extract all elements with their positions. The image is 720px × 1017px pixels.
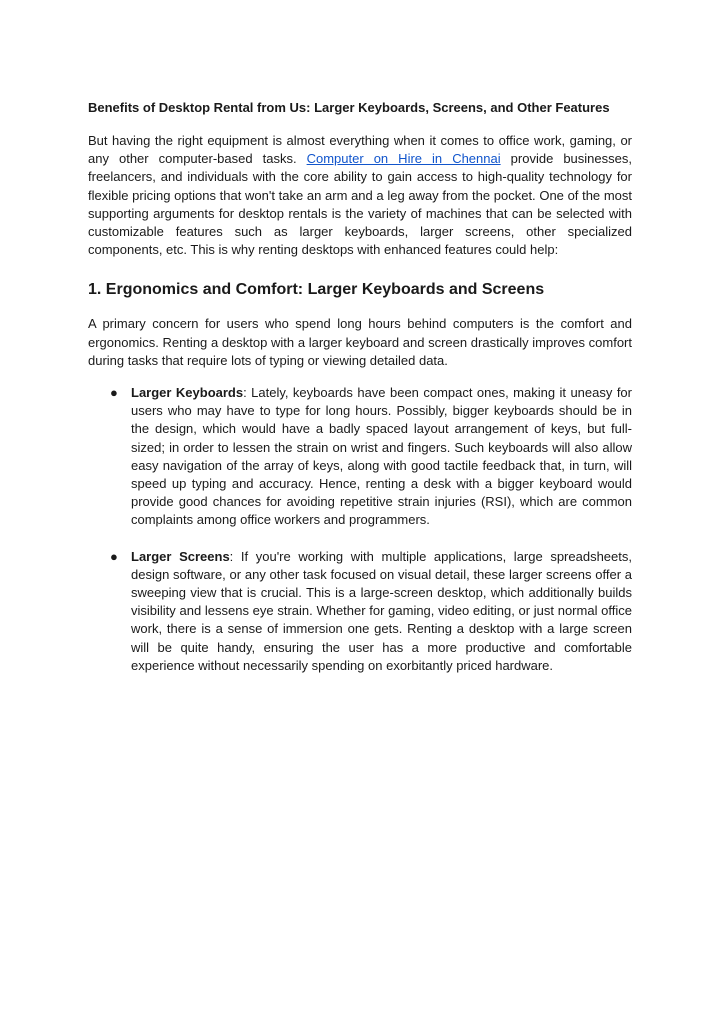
section-heading: 1. Ergonomics and Comfort: Larger Keyboards and Screens: [88, 281, 545, 299]
intro-paragraph: [88, 132, 632, 259]
bullet-icon: ●: [110, 385, 118, 401]
computer-on-hire-link[interactable]: Computer on Hire in Chennai: [306, 151, 501, 167]
list-item-larger-screens: [88, 548, 632, 675]
intro-text-after-link: provide businesses, freelancers, and individuals with the core ability to gain access to high-quality technology for flexible pricing options that won't take an arm and a leg away from the pocket. One of the most supporting arguments for desktop rentals is the variety of machines that can be selected with customizable features such as larger keyboards, larger screens, other specialized components, etc. This is why renting desktops with enhanced features could help:: [88, 151, 632, 258]
list-item-term: Larger Keyboards: [131, 385, 244, 401]
list-item-term: Larger Screens: [131, 548, 230, 564]
list-item-larger-keyboards: [88, 384, 632, 530]
feature-list: [88, 384, 632, 675]
list-item-text: : If you're working with multiple applications, large spreadsheets, design software, or any other task focused on visual detail, these larger screens offer a sweeping view that is crucial. This is a large-screen desktop, which additionally builds visibility and lessens eye strain. Whether for gaming, video editing, or just normal office work, there is a sense of immersion one gets. Renting a desktop with a large screen will be quite handy, ensuring the user has a more productive and comfortable experience without necessarily spending on exorbitantly priced hardware.: [131, 548, 632, 673]
document-title: Benefits of Desktop Rental from Us: Larger Keyboards, Screens, and Other Features: [88, 100, 610, 115]
list-item-text: : Lately, keyboards have been compact ones, making it uneasy for users who may have to type for long hours. Possibly, bigger keyboards should be in the design, which would have a badly spaced layout arrangement of keys, but full-sized; in order to lessen the strain on wrist and fingers. Such keyboards will also allow easy navigation of the array of keys, along with good tactile feedback that, in turn, will speed up typing and accuracy. Hence, renting a desk with a bigger keyboard would provide good chances for avoiding repetitive strain injuries (RSI), which are common complaints among office workers and programmers.: [131, 385, 632, 528]
bullet-icon: ●: [110, 548, 118, 564]
section-paragraph: A primary concern for users who spend long hours behind computers is the comfort and ergonomics. Renting a desktop with a larger keyboard and screen drastically improves comfort during tasks that require lots of typing or viewing detailed data.: [88, 316, 632, 368]
intro-text-before-link: But having the right equipment is almost everything when it comes to office work, gaming, or any other computer-based tasks.: [88, 133, 632, 167]
